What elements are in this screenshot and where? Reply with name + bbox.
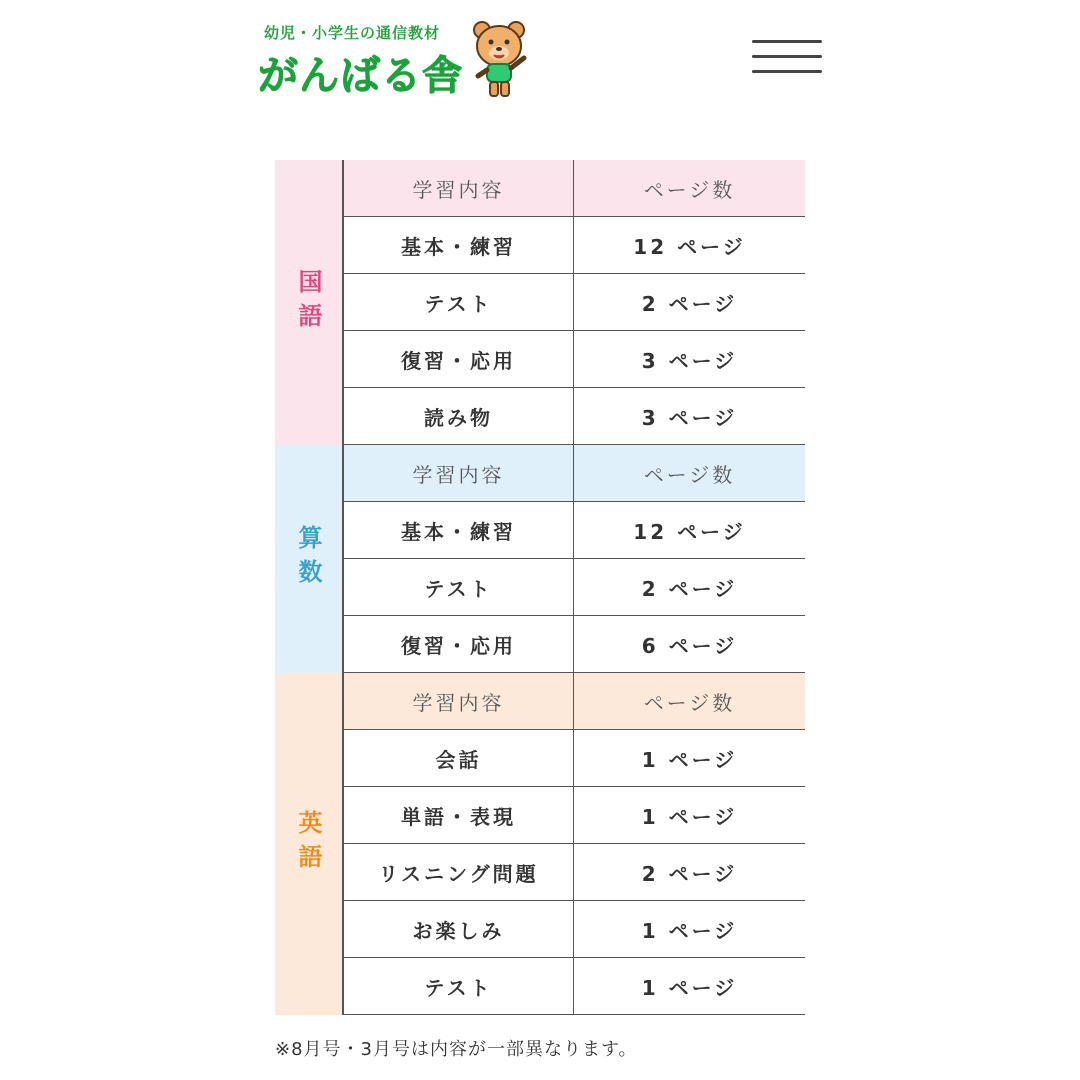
pages-cell: 2 ページ	[641, 576, 738, 601]
hamburger-menu-icon[interactable]	[752, 38, 822, 78]
table-row	[344, 502, 805, 559]
pages-cell: 1 ページ	[641, 918, 738, 943]
pages-cell: 3 ページ	[641, 405, 738, 430]
section-sansu	[275, 445, 805, 673]
subject-cell	[275, 445, 344, 673]
section-eigo	[275, 673, 805, 1015]
brand-tagline: 幼児・小学生の通信教材	[264, 24, 441, 42]
brand-logo[interactable]	[258, 22, 528, 102]
content-cell: リスニング問題	[344, 844, 574, 900]
subject-cell	[275, 160, 344, 445]
pages-cell: 2 ページ	[641, 291, 738, 316]
pages-cell: 3 ページ	[641, 348, 738, 373]
brand-name: がんばる舎	[258, 53, 463, 99]
pages-cell: 12 ページ	[633, 234, 746, 259]
content-cell: テスト	[344, 958, 574, 1014]
table-header-row	[344, 445, 805, 502]
header-content: 学習内容	[344, 673, 574, 729]
pages-cell: 1 ページ	[641, 804, 738, 829]
table-row	[344, 559, 805, 616]
table-row	[344, 331, 805, 388]
content-cell: テスト	[344, 559, 574, 615]
pages-cell: 1 ページ	[641, 975, 738, 1000]
header-pages: ページ数	[643, 177, 736, 202]
table-row	[344, 901, 805, 958]
table-header-row	[344, 673, 805, 730]
footnote: ※8月号・3月号は内容が一部異なります。	[275, 1039, 638, 1060]
subject-label: 算数	[294, 525, 322, 593]
subject-cell	[275, 673, 344, 1015]
table-row	[344, 787, 805, 844]
pages-cell: 6 ページ	[641, 633, 738, 658]
pages-cell: 2 ページ	[641, 861, 738, 886]
subject-label: 国語	[294, 268, 322, 337]
table-row	[344, 730, 805, 787]
content-cell: お楽しみ	[344, 901, 574, 957]
header-pages: ページ数	[643, 462, 736, 487]
content-cell: 復習・応用	[344, 331, 574, 387]
content-cell: 会話	[344, 730, 574, 786]
content-cell: 基本・練習	[344, 217, 574, 273]
pages-cell: 1 ページ	[641, 747, 738, 772]
table-row	[344, 217, 805, 274]
subject-label: 英語	[294, 810, 322, 878]
bear-mascot-icon	[470, 18, 532, 102]
content-cell: 単語・表現	[344, 787, 574, 843]
content-cell: 読み物	[344, 388, 574, 444]
table-row	[344, 958, 805, 1015]
table-row	[344, 388, 805, 445]
table-header-row	[344, 160, 805, 217]
section-kokugo	[275, 160, 805, 445]
curriculum-table	[275, 160, 805, 1015]
header-pages: ページ数	[643, 690, 736, 715]
table-row	[344, 844, 805, 901]
content-cell: 基本・練習	[344, 502, 574, 558]
header-content: 学習内容	[344, 445, 574, 501]
content-cell: テスト	[344, 274, 574, 330]
table-row	[344, 616, 805, 673]
pages-cell: 12 ページ	[633, 519, 746, 544]
header-content: 学習内容	[344, 160, 574, 216]
content-cell: 復習・応用	[344, 616, 574, 672]
site-header	[0, 0, 1080, 120]
table-row	[344, 274, 805, 331]
